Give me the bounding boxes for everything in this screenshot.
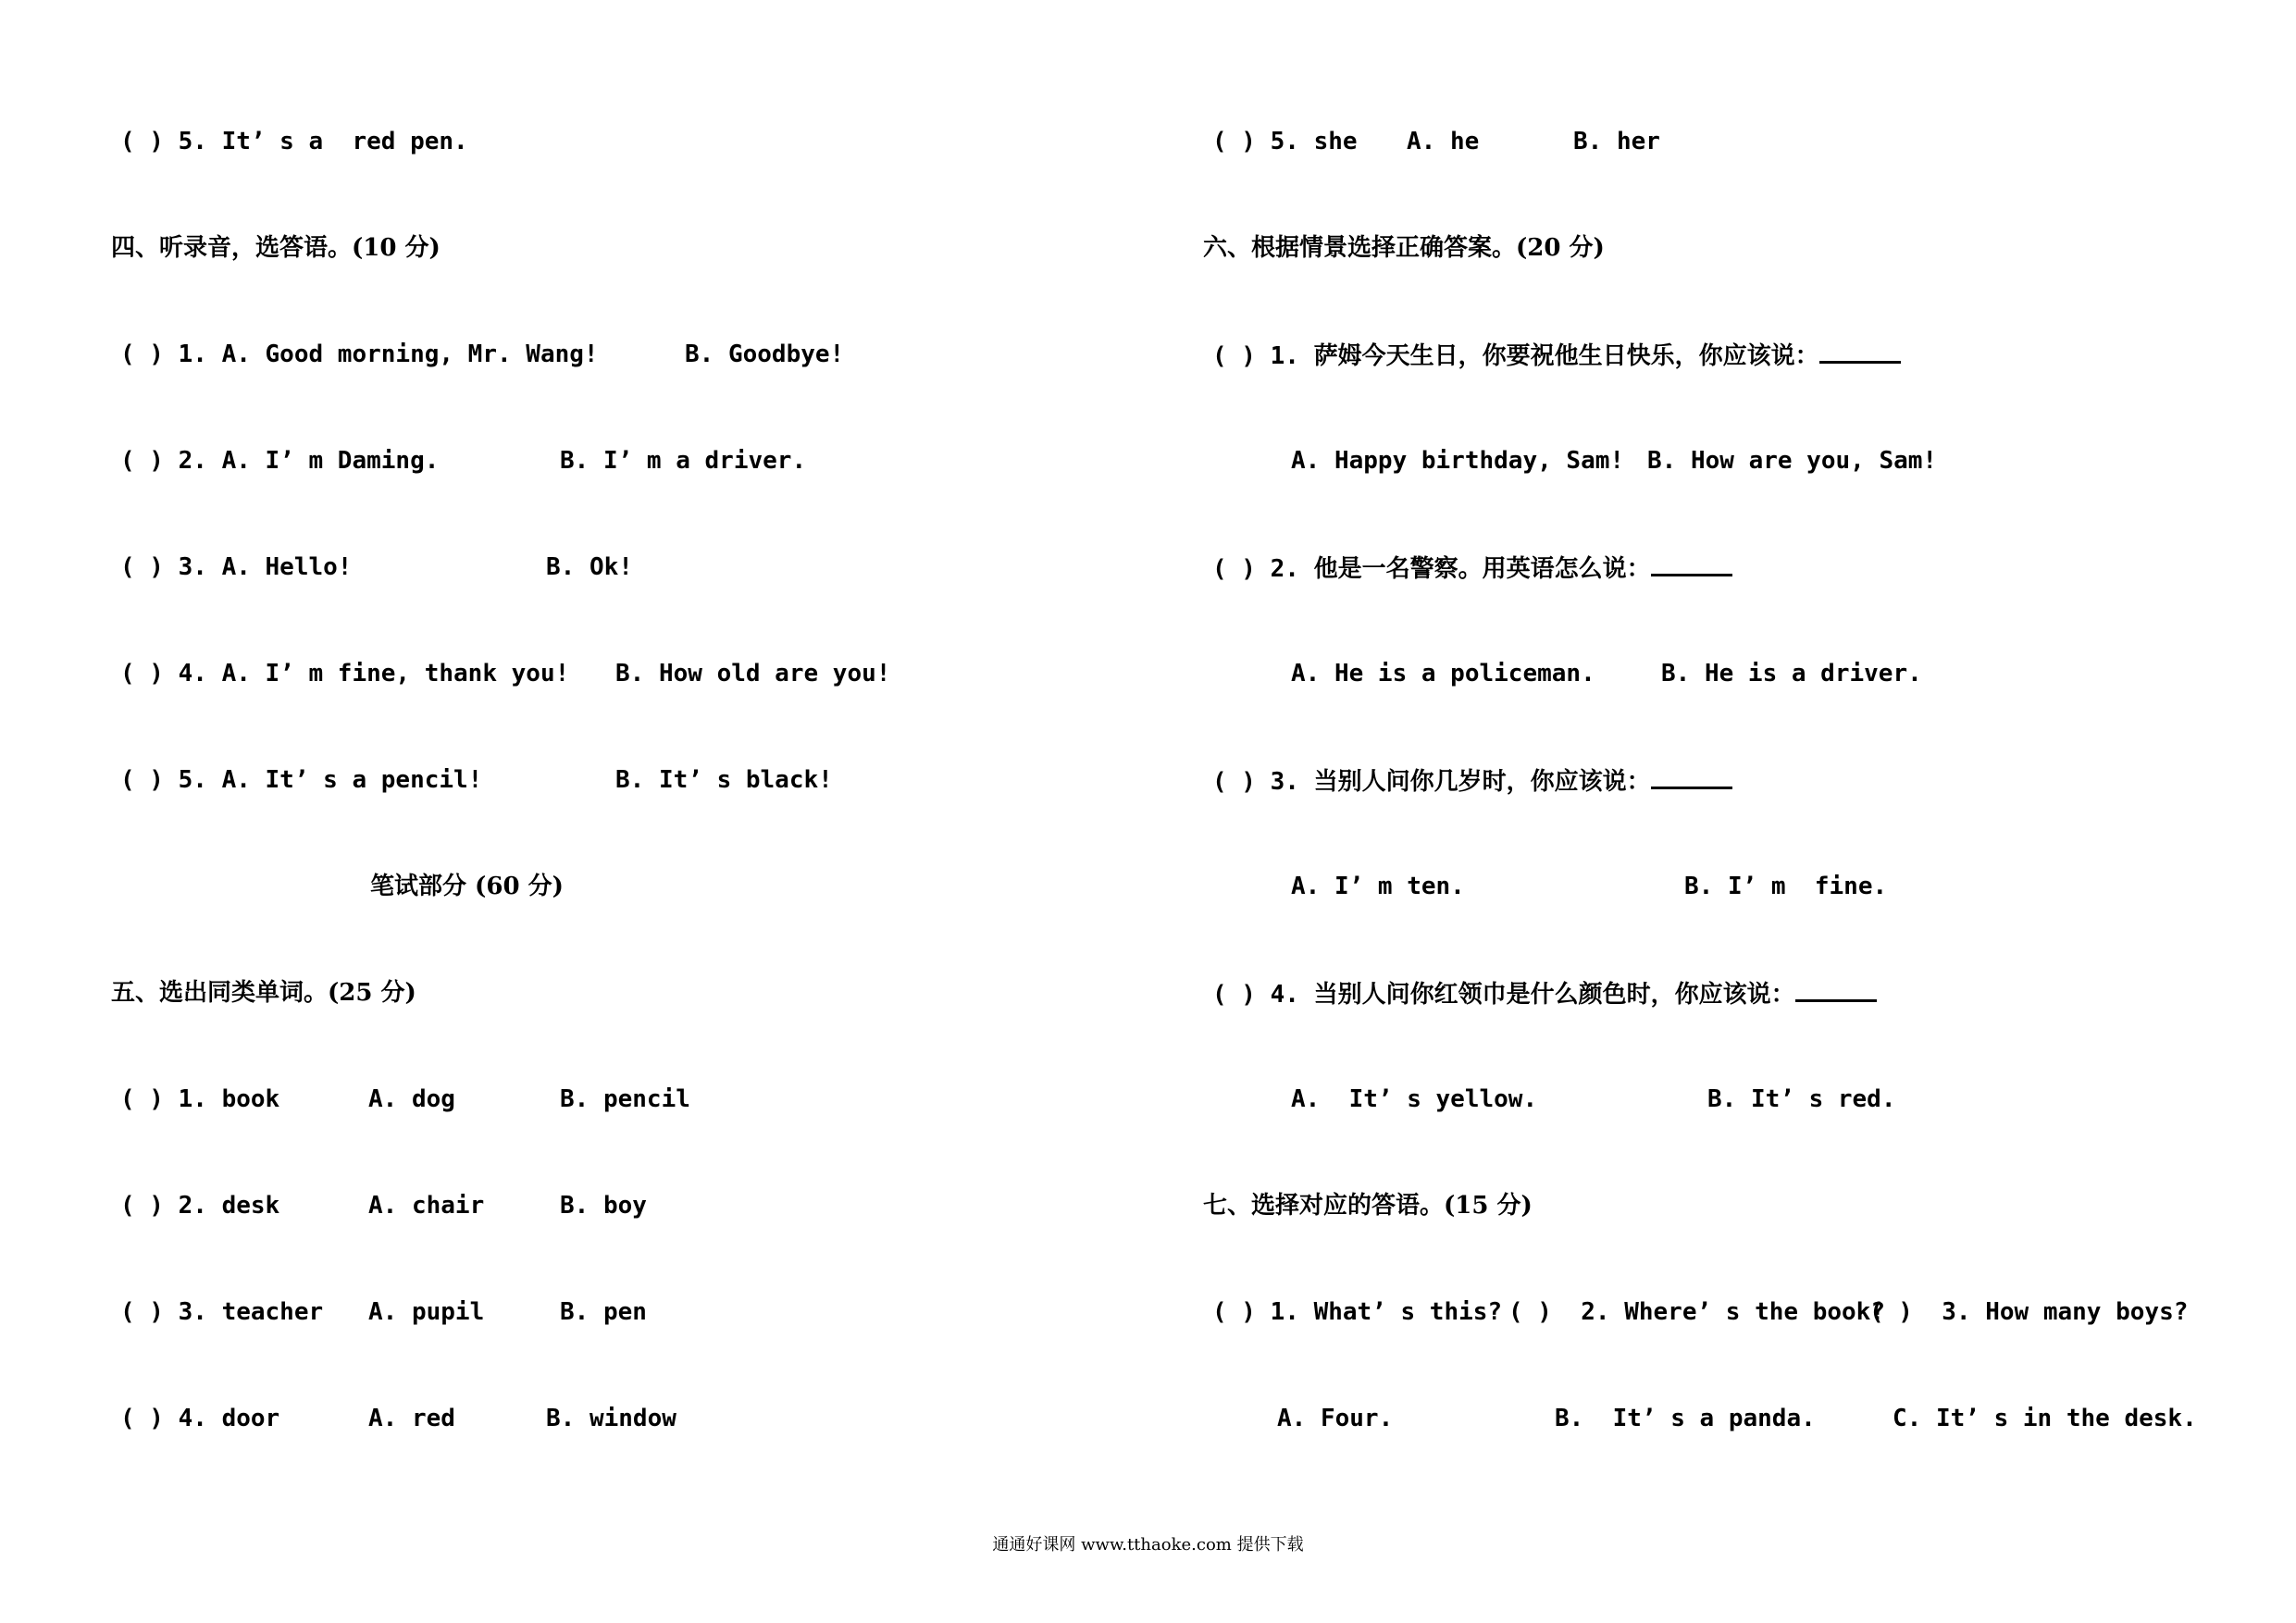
- option-b: B. boy: [560, 1192, 647, 1220]
- heading-text: 五、选出同类单词。(25 分): [111, 979, 416, 1007]
- section5-heading: [111, 977, 416, 1009]
- option-b: B. window: [546, 1405, 676, 1432]
- question-text: ( ) 3. 当别人问你几岁时，你应该说：: [1212, 764, 1732, 798]
- section7-answers: [1203, 1403, 2197, 1434]
- item-word: ( ) 1. book: [120, 1085, 280, 1113]
- written-part-title: [111, 871, 564, 902]
- option-a: A. He is a policeman.: [1291, 660, 1595, 688]
- option-a: ( ) 1. A. Good morning, Mr. Wang!: [120, 341, 599, 368]
- item-word: ( ) 2. desk: [120, 1192, 280, 1220]
- question-2: ( ) 2. Where’ s the book?: [1508, 1298, 1885, 1326]
- section4-heading: [111, 232, 441, 264]
- option-b: B. Goodbye!: [685, 341, 845, 368]
- answer-blank: [1651, 764, 1732, 789]
- option-a: A. pupil: [368, 1298, 485, 1326]
- option-b: B. her: [1573, 128, 1660, 155]
- section4-item-2: [111, 445, 807, 477]
- right-column: [1203, 0, 2267, 1527]
- section6-heading: [1203, 232, 1605, 264]
- section4-item-5: [111, 764, 833, 796]
- section3-item-5: [111, 126, 468, 157]
- option-b: B. pencil: [560, 1085, 690, 1113]
- section4-item-3: [111, 551, 633, 583]
- answer-c: C. It’ s in the desk.: [1893, 1405, 2197, 1432]
- section4-item-4: [111, 658, 891, 689]
- section5-item-1: [111, 1084, 690, 1115]
- option-a: ( ) 2. A. I’ m Daming.: [120, 447, 440, 475]
- section6-question-1: [1203, 339, 1819, 370]
- section6-question-4: [1203, 977, 1795, 1009]
- section5-item-2: [111, 1190, 647, 1221]
- question-3: ( ) 3. How many boys?: [1869, 1298, 2189, 1326]
- option-b: B. It’ s black!: [615, 766, 833, 794]
- answer-a: A. Four.: [1277, 1405, 1394, 1432]
- section6-question-3: [1203, 764, 1651, 796]
- option-b: B. How are you, Sam!: [1647, 447, 1938, 475]
- section6-options-3: [1203, 871, 1888, 902]
- answer-b: B. It’ s a panda.: [1555, 1405, 1816, 1432]
- section7-questions: [1203, 1296, 2189, 1328]
- option-a: A. I’ m ten.: [1291, 873, 1465, 900]
- option-a: ( ) 4. A. I’ m fine, thank you!: [120, 660, 570, 688]
- question-text: ( ) 2. 他是一名警察。用英语怎么说：: [1212, 551, 1732, 585]
- answer-blank: [1819, 339, 1901, 364]
- option-a: A. he: [1407, 128, 1480, 155]
- option-b: B. It’ s red.: [1707, 1085, 1896, 1113]
- section5-item-3: [111, 1296, 647, 1328]
- question-text: ( ) 4. 当别人问你红领巾是什么颜色时，你应该说：: [1212, 977, 1877, 1010]
- option-b: B. pen: [560, 1298, 647, 1326]
- section4-item-1: [111, 339, 845, 370]
- left-column: [111, 0, 1185, 1527]
- section6-options-4: [1203, 1084, 1896, 1115]
- item-text: ( ) 5. It’ s a red pen.: [120, 128, 468, 155]
- option-b: B. Ok!: [546, 553, 633, 581]
- option-b: B. I’ m a driver.: [560, 447, 807, 475]
- item-word: ( ) 4. door: [120, 1405, 280, 1432]
- heading-text: 七、选择对应的答语。(15 分): [1203, 1192, 1533, 1220]
- option-b: B. How old are you!: [615, 660, 891, 688]
- option-a: ( ) 5. A. It’ s a pencil!: [120, 766, 483, 794]
- option-a: A. dog: [368, 1085, 455, 1113]
- option-a: A. It’ s yellow.: [1291, 1085, 1538, 1113]
- question-1: ( ) 1. What’ s this?: [1212, 1298, 1503, 1326]
- heading-text: 四、听录音，选答语。(10 分): [111, 234, 441, 262]
- question-text: ( ) 1. 萨姆今天生日，你要祝他生日快乐，你应该说：: [1212, 339, 1901, 372]
- section6-options-2: [1203, 658, 1922, 689]
- answer-blank: [1651, 551, 1732, 576]
- option-a: A. Happy birthday, Sam!: [1291, 447, 1625, 475]
- item-word: ( ) 5. she: [1212, 128, 1358, 155]
- section7-heading: [1203, 1190, 1533, 1221]
- option-a: A. red: [368, 1405, 455, 1432]
- section6-options-1: [1203, 445, 1938, 477]
- title-text: 笔试部分 (60 分): [370, 873, 564, 900]
- item-word: ( ) 3. teacher: [120, 1298, 324, 1326]
- option-b: B. He is a driver.: [1661, 660, 1922, 688]
- section5r-item-5: [1203, 126, 1660, 157]
- section6-question-2: [1203, 551, 1651, 583]
- footer-credit: 通通好课网 www.tthaoke.com 提供下载: [992, 1535, 1304, 1555]
- option-b: B. I’ m fine.: [1684, 873, 1888, 900]
- answer-blank: [1795, 977, 1877, 1002]
- heading-text: 六、根据情景选择正确答案。(20 分): [1203, 234, 1605, 262]
- section5-item-4: [111, 1403, 676, 1434]
- option-a: A. chair: [368, 1192, 485, 1220]
- option-a: ( ) 3. A. Hello!: [120, 553, 353, 581]
